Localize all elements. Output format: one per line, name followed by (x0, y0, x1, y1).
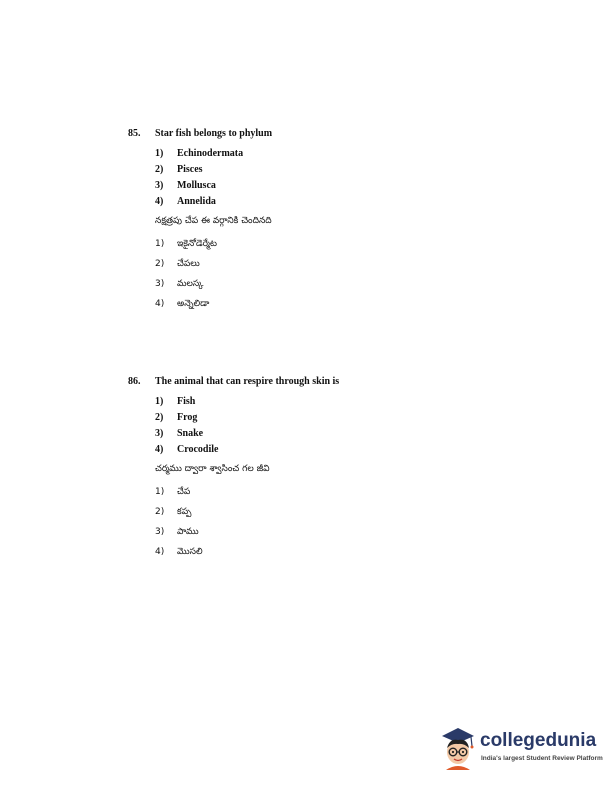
question-text: The animal that can respire through skin is (155, 376, 340, 387)
option-label: Crocodile (177, 444, 219, 455)
question-number: 85. (128, 128, 141, 139)
telugu-question-text: చర్మము ద్వారా శ్వాసించ గల జీవి (155, 464, 270, 474)
option-label: అన్నెలిడా (177, 299, 210, 309)
option-label: Echinodermata (177, 148, 244, 159)
option-number: 3) (155, 279, 165, 289)
telugu-option (155, 239, 217, 251)
option-label: Frog (177, 412, 198, 423)
option-number: 3) (155, 180, 164, 191)
student-mascot-icon (438, 726, 478, 770)
option-label: Snake (177, 428, 204, 439)
logo-tagline: India's largest Student Review Platform (481, 755, 603, 762)
option-number: 3) (155, 527, 165, 537)
option (155, 180, 216, 191)
option-label: Fish (177, 396, 196, 407)
option-number: 1) (155, 487, 165, 497)
logo-name: collegedunia (480, 730, 597, 751)
option-label: Mollusca (177, 180, 216, 191)
option-number: 4) (155, 547, 165, 557)
option-label: Annelida (177, 196, 216, 207)
question-number: 86. (128, 376, 141, 387)
option-label: పాము (177, 527, 199, 537)
telugu-option (155, 547, 203, 559)
option (155, 412, 197, 423)
option-label: ఇకైనోడెర్మేట (177, 239, 217, 249)
option-label: కప్ప (177, 507, 192, 517)
option (155, 396, 195, 407)
option-number: 2) (155, 507, 165, 517)
option-label: Pisces (177, 164, 203, 175)
option (155, 444, 218, 455)
option (155, 164, 203, 175)
option-label: చేప (177, 487, 191, 497)
option-number: 1) (155, 148, 164, 159)
option-number: 4) (155, 196, 164, 207)
telugu-option (155, 299, 209, 311)
telugu-option (155, 279, 203, 291)
option-number: 1) (155, 396, 164, 407)
option-number: 2) (155, 259, 165, 269)
option-number: 3) (155, 428, 164, 439)
option-number: 4) (155, 444, 164, 455)
collegedunia-logo (438, 726, 603, 772)
option-label: మలస్క (177, 279, 204, 289)
question-text: Star fish belongs to phylum (155, 128, 273, 139)
option-number: 1) (155, 239, 165, 249)
telugu-option (155, 487, 190, 499)
option (155, 428, 203, 439)
option (155, 148, 243, 159)
option-number: 2) (155, 412, 164, 423)
telugu-option (155, 527, 199, 539)
option-label: మొసలి (177, 547, 203, 557)
telugu-option (155, 259, 200, 271)
option-number: 2) (155, 164, 164, 175)
telugu-question-text: నక్షత్రపు చేప ఈ వర్గానికి చెందినది (155, 216, 272, 226)
telugu-option (155, 507, 191, 519)
option-label: చేపలు (177, 259, 200, 269)
option-number: 4) (155, 299, 165, 309)
option (155, 196, 216, 207)
